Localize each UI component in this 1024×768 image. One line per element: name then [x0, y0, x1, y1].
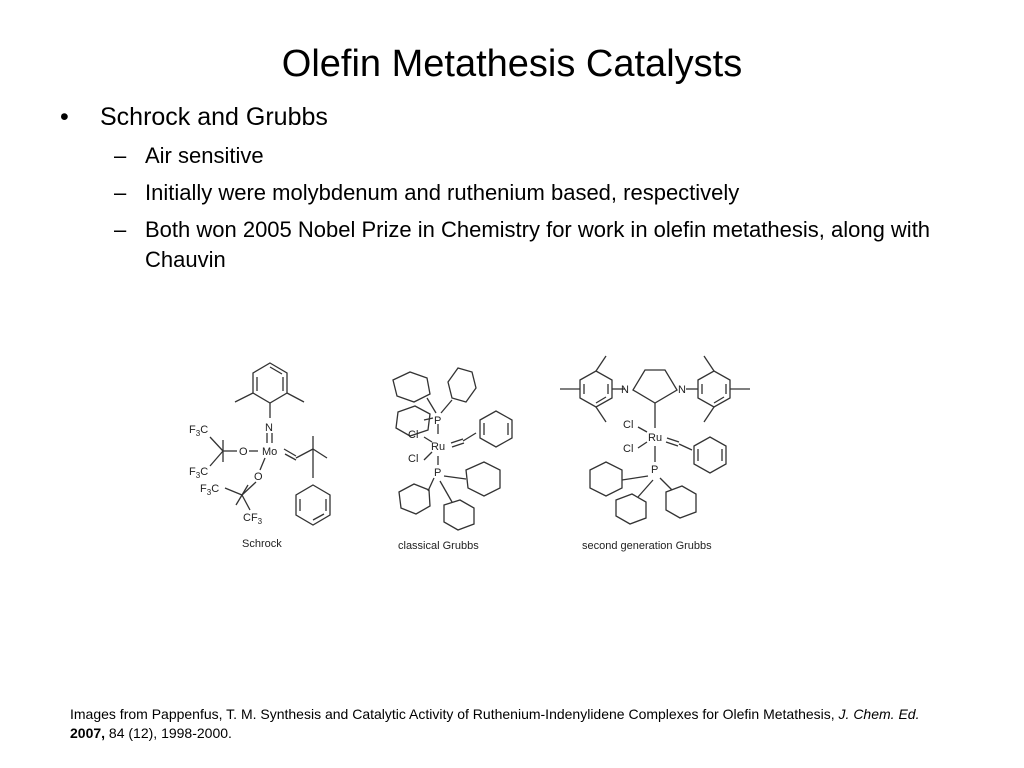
bullet-text: Schrock and Grubbs	[100, 103, 328, 131]
atom-label-cl: Cl	[408, 429, 419, 441]
reference-year: 2007,	[70, 725, 106, 741]
reference-journal: J. Chem. Ed.	[838, 706, 920, 722]
atom-label-n: N	[265, 422, 273, 434]
group-label-cf3: $CF_3$	[243, 512, 263, 526]
atom-label-n: N	[621, 384, 629, 396]
atom-label-ru: Ru	[648, 432, 663, 444]
dash-marker: –	[114, 180, 127, 205]
atom-label-cl: Cl	[408, 453, 419, 465]
bullet-marker: •	[60, 103, 69, 131]
atom-label-o: O	[239, 446, 248, 458]
schrock-structure	[210, 363, 330, 525]
atom-labels	[189, 384, 686, 526]
atom-label-mo: Mo	[262, 446, 278, 458]
caption-second-generation-grubbs: second generation Grubbs	[582, 540, 712, 552]
subbullet-text: Both won 2005 Nobel Prize in Chemistry for work in olefin metathesis, along with Chauvin	[145, 217, 931, 272]
group-label-f3c: $F_3C$	[200, 483, 220, 497]
dash-marker: –	[114, 143, 127, 168]
atom-label-p: P	[651, 464, 659, 476]
caption-classical-grubbs: classical Grubbs	[398, 540, 479, 552]
atom-label-cl: Cl	[623, 419, 634, 431]
atom-label-n: N	[678, 384, 686, 396]
atom-label-p: P	[434, 415, 442, 427]
subbullet-text: Air sensitive	[145, 143, 264, 168]
dash-marker: –	[114, 217, 127, 242]
slide-title: Olefin Metathesis Catalysts	[281, 43, 743, 85]
atom-label-cl: Cl	[623, 443, 634, 455]
classical-grubbs-structure	[393, 368, 512, 530]
group-label-f3c: $F_3C$	[189, 466, 209, 480]
atom-label-p: P	[434, 467, 442, 479]
atom-label-ru: Ru	[431, 441, 446, 453]
group-label-f3c: $F_3C$	[189, 424, 209, 438]
caption-schrock: Schrock	[242, 538, 282, 550]
subbullet-text: Initially were molybdenum and ruthenium based, respectively	[145, 180, 740, 205]
reference-text: Images from Pappenfus, T. M. Synthesis and Catalytic Activity of Ruthenium-Indenylidene Complexes for Olefin Metathesis,	[70, 706, 839, 722]
reference-details: 84 (12), 1998-2000.	[105, 725, 232, 741]
image-reference	[70, 705, 950, 743]
atom-label-o: O	[254, 471, 263, 483]
